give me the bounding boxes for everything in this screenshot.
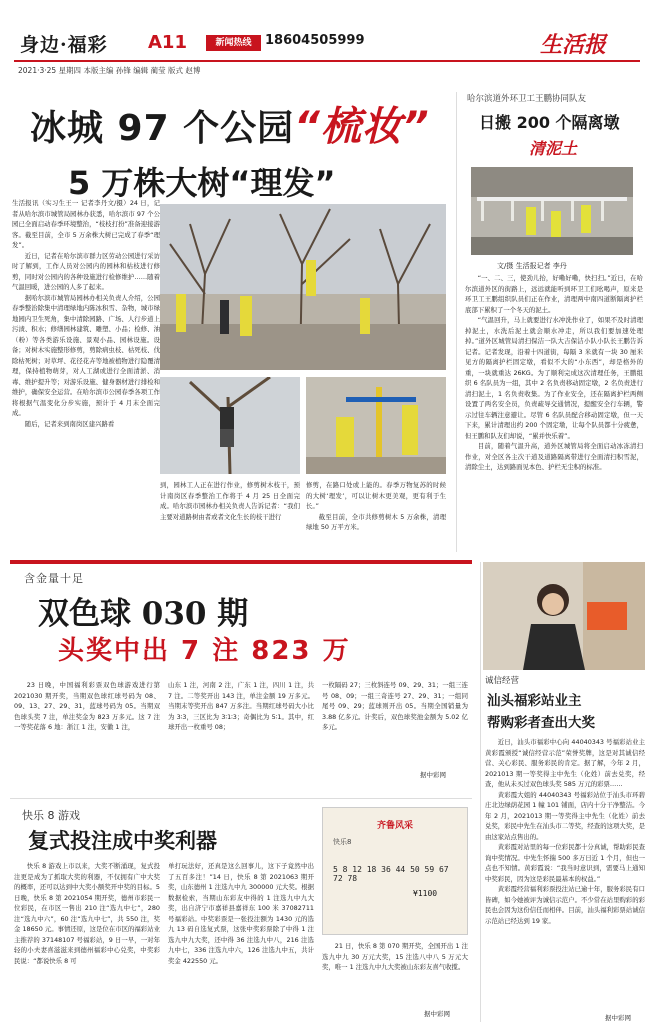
story1-headline-quote: “梳妆” — [294, 104, 430, 150]
story4-headline-a: 汕头福彩站业主 — [487, 693, 582, 709]
lottery-col2-text: 山东 1 注，河南 2 注，广东 1 注，四川 1 注，共 7 注。二等奖开出 143 注，单注金额 19 万多元。当期末等奖开出 847 万多注。当期红球号码大小比为 3∶3，三区比为 3∶1∶3；奇偶比为 5∶1。其中，红球开出一枚重号 08； — [168, 681, 314, 731]
hotline-phone: 18604505999 — [265, 33, 365, 48]
story5-column-3 — [322, 941, 468, 1003]
lottery-credit: 据中彩网 — [420, 771, 446, 779]
story1-column-3 — [306, 480, 446, 546]
story5-credit: 据中彩网 — [424, 1010, 450, 1018]
barrier-cleanup-illustration — [471, 167, 633, 255]
story1-headline-b: 5 万株大树“理发” — [68, 164, 336, 202]
station-owner-illustration — [483, 562, 645, 670]
lottery-tag: 含金量十足 — [24, 572, 84, 585]
masthead-rule — [14, 60, 640, 62]
story4-para-1: 近日，汕头市福彩中心向 44040343 号福彩站业主黄彩霞颁授“诚信经营示范”荣誉奖牌，这是对其诚信经营、关心彩民、服务彩民的肯定。据了解，今年 2 月，2021013 期一等奖得主中先生（化姓）前去兑奖，经查，他从未买过双色球头奖 585 万元的彩票…… — [485, 738, 645, 788]
dateline: 2021·3·25 星期四 本版主编 孙锋 编辑 蔺莹 版式 赵博 — [18, 66, 201, 75]
story1-para-4: 随后，记者来到南岗区建兴路看 — [24, 419, 115, 428]
story2 — [456, 92, 646, 552]
story2-headline: 日搬 200 个隔离墩 — [479, 113, 620, 132]
story5-col3-text: 21 日，快乐 8 第 070 期开奖，全国开出 1 注选九中九 30 万元大奖，15 注选八中八 5 万元大奖，唯一 1 注选九中九大奖被山东彩友喜气收揽。 — [322, 942, 468, 971]
story1-col3-text: 修剪，在路口处或上能的。春季万物复苏的时候的大树‘理发’，可以让树木更美观，更有利于生长。” — [306, 481, 446, 510]
fitness-equipment-illustration — [306, 377, 446, 474]
photo-fitness-equipment — [306, 377, 446, 474]
story4-body — [485, 737, 645, 1013]
story2-para-1: “一、二、三，使劲儿抬，好嘞好嘞，快扫扫。”近日，在哈尔滨道外区的街路上，远远就能听到环卫工们吆喝声，原来是环卫工王鹏组织队员们正在作业，清理两中南四道断隔离护栏底部下累积了一个冬天的泥土。 — [465, 274, 643, 314]
page-number: A11 — [148, 32, 187, 53]
photo-barrier-cleanup — [471, 167, 633, 255]
photo-station-owner — [483, 562, 645, 670]
lottery-box — [10, 560, 472, 790]
story5 — [10, 798, 472, 1020]
story5-column-2 — [168, 861, 314, 1019]
story5-headline: 复式投注成中奖利器 — [28, 829, 217, 853]
lottery-top-rule — [10, 560, 472, 564]
lottery-column-1 — [14, 680, 160, 778]
ticket-brand: 齐鲁风采 — [376, 821, 413, 831]
story2-para-2: “气温回升，马上就要进行水冲洗作业了，如果不及时清理掉泥土，水洗后泥土就会顺水冲走，所以我们要加速处理掉。”道外区城管局清扫保洁一队大吉保洁小队小队长王鹏告诉记者。记者发现，沿着十四道街，每隔 3 米就有一块 30 厘米见方的隔离护栏固定墩，看似不大的“小东西”，却是格外的重，一块就重达 26KG。为了顺利完成这次清理任务，王鹏组织 6 名队员为一组，其中 2 名负责移动固定墩，2 名负责进行清扫泥土，1 名负责收集。为了作业安全，还在隔离护栏两侧设置了两名安全员，负责疏导交通情况，提醒安全行车辆，警示过往车辆注意避让。尽管 6 名队员配合移动固定墩，但一天下来，累计清理出约 200 个固定墩，让每个队员都十分疲惫，但王鹏和队友们却说，“累并快乐着”。 — [465, 316, 643, 440]
lottery-col3-text: 一枚隔码 27；三枚斜连号 09、29、31；一组三连号 08、09；一组三奇连号 27、29、31；一组同尾号 09、29；蓝球则开出 05。当期全国销量为 3.88 亿多元。计奖后，双色球奖池金额为 5.02 亿多元。 — [322, 681, 468, 731]
lottery-column-2 — [168, 680, 314, 778]
masthead — [0, 0, 654, 76]
lottery-col1-text: 23 日晚，中国福利彩票双色球游戏进行第 2021030 期开奖，当期双色球红球号码为 08、09、13、27、29、31，蓝球号码为 05。当期双色球头奖 7 注，单注奖金为 823 万多元。这 7 注一等奖花落 6 地：浙江 1 注，安徽 1 注， — [14, 681, 160, 731]
story5-col2-text: 单打玩法好，还真是这么回事儿，这下子竟然中出了五百多注！”14 日，快乐 8 第 2021063 期开奖，山东德州 1 注选九中九 300000 元大奖。根据数据检索，当期山东彩友中得的 1 注选九中九大奖，出自济宁市嘉祥县嘉祥东 100 米 37082711 号福彩站。中奖彩票是一张投注额为 1430 元的选九 13 码自选复式票，这张中奖彩票除了中得 1 注选九中九大奖，还中得 36 注选九中八，216 注选九中七，336 注选九中六，126 注选九中五，共计奖金 422550 元。 — [168, 862, 314, 965]
story4-para-2: 黄彩霞大姐的 44040343 号福彩站位于汕头市环碧庄北边绿荫花园 1 幢 101 铺面，店内十分干净整洁。今年 2 月，2021013 期一等奖得主中先生（化姓）前去兑奖，彩民中先生在汕头市二等奖，经查的这项大奖，是由这家站点售出的。 — [485, 790, 645, 841]
hotline-badge: 新闻热线 — [206, 35, 261, 51]
story4-headline-b: 帮购彩者查出大奖 — [487, 715, 595, 731]
story1-headline-a: 冰城 97 个公园 — [30, 108, 295, 149]
section-title: 身边·福彩 — [20, 34, 108, 56]
story2-byline: 文/摄 生活报记者 李丹 — [497, 262, 567, 270]
story1-column-1 — [12, 198, 160, 548]
story1-para-1: 生活报讯（实习生王一 记者李丹文/摄）24 日，记者从哈尔滨市城管局园林办获悉，哈尔滨市 97 个公园已全面启动春季环境整治，“枝枝打扮”准备迎接游客。截至目前，全市 5 万余株大树已完成了春季“理发”。 — [12, 199, 160, 249]
paper-logo: 生活报 — [540, 32, 607, 58]
lottery-ticket-photo — [322, 807, 468, 935]
lottery-column-3 — [322, 680, 468, 768]
ticket-amount: ¥1100 — [413, 889, 438, 898]
story4-para-3: 黄彩霞对站里的每一位彩民都十分真诚，帮助彩民查询中奖情况。中先生怀揣 500 多万日近 1 个月，但也一点也不知情。黄彩霞说：“我当时意识到，需要马上通知中奖彩民，因为这是彩民最基本的权益。” — [485, 843, 645, 883]
story1-para-3: 据哈尔滨市城管局园林办相关负责人介绍，公园春季整治除集中清理绿地内陈冰积雪、杂物，城市绿地园内卫生死角，集中清除园路、广场、人行步道上污渍、积水；修缮园林建筑、雕塑、小品；检修、油（粉）等各类游乐设施、景观小品、园林设施。设备；对树木实施整形修剪，剪除病虫枝、枯死枝、伐除枯死树；对草坪、花径花卉等地被植物进行隐覆清理，保持植物萌芽，对人工湖或进行全面清淤、消毒、维护提升等；对游乐设施、健身器材进行排检和维护，确保安全运营。在哈尔滨市公园春季各项工作将根据气温变化分步实施，预计于 4 月末全面完成。 — [12, 293, 160, 417]
story5-kicker: 快乐 8 游戏 — [22, 809, 80, 822]
worker-tree-illustration — [160, 377, 300, 474]
lottery-headline: 双色球 030 期 — [38, 596, 249, 632]
park-pruning-illustration — [160, 204, 446, 370]
story2-kicker: 哈尔滨道外环卫工王鹏协同队友 — [467, 94, 587, 104]
story1-col2-text: 到，园林工人正在进行作业，修剪树木枝干，预计南岗区春季整治工作将于 4 月 25 日全面完成。哈尔滨市园林办相关负责人告诉记者：“我们主要对道路树由者或者文化生长的枝干进行 — [160, 481, 300, 521]
story5-col1-text: 快乐 8 游戏上市以来，大奖不断涌现，复式投注更是成为了抓取大奖的利器，不仅拥有广中大奖的概率，还可以达到中大奖小额奖开中奖的目标。5 日晚，快乐 8 第 2021054 期开奖，德州市彩民一位彩民，在市区一售出 210 注“选九中七”，280 注“选九中六”，60 注“选九中七”，共 550 注，奖金 18650 元。事情还原，这是位在市区的福彩站业主推荐的 37148107 号福彩站，9 日一早，一对年轻的小夫妻喜滋滋来到德州福彩中心兑奖，中奖彩民说：“都说快乐 8 可 — [14, 862, 160, 965]
photo-park-pruning — [160, 204, 446, 370]
story4-kicker: 诚信经营 — [485, 676, 520, 686]
ticket-game: 快乐8 — [333, 838, 352, 846]
story5-column-1 — [14, 861, 160, 1019]
story4-credit: 据中彩网 — [605, 1014, 631, 1022]
story4 — [480, 562, 648, 1022]
story1-headline — [30, 95, 460, 204]
story2-body — [465, 273, 643, 545]
lottery-subhead: 头奖中出 7 注 823 万 — [58, 636, 351, 666]
story1-para-2: 近日，记者在哈尔滨市群力区劳动公园进行采访时了解到，工作人员对公园内的园林和枯枝进行修剪，同时对公园内的各种设施进行检修维护……随着气温回暖，进公园的人多了起来。 — [12, 251, 160, 291]
story4-para-4: 黄彩霞经营福利彩票投注站已逾十年，服务彩民有口皆碑，如今她被评为诚信示范户。不少常在站里购彩的彩民也会因为这份信任而相伴。目前，汕头福利彩票站诚信示范站已经达到 19 家。 — [485, 885, 645, 925]
ticket-numbers: 5 8 12 18 36 44 50 59 67 72 78 — [333, 865, 449, 883]
story2-subhead: 清泥土 — [529, 139, 578, 158]
story1-col3b-text: 截至目前，全市共修剪树木 5 万余株，清理绿地 50 万平方米。 — [306, 512, 446, 531]
story1-column-2 — [160, 480, 300, 546]
photo-worker-tree — [160, 377, 300, 474]
story2-para-3: 目前，随着气温升高，道外区城管局将全面启动冰冻清扫作业，对全区各主次干道及道路隔离带进行全面清扫积雪泥，清除尘土，达到路面见本色、护栏无尘积的标准。 — [465, 442, 643, 471]
